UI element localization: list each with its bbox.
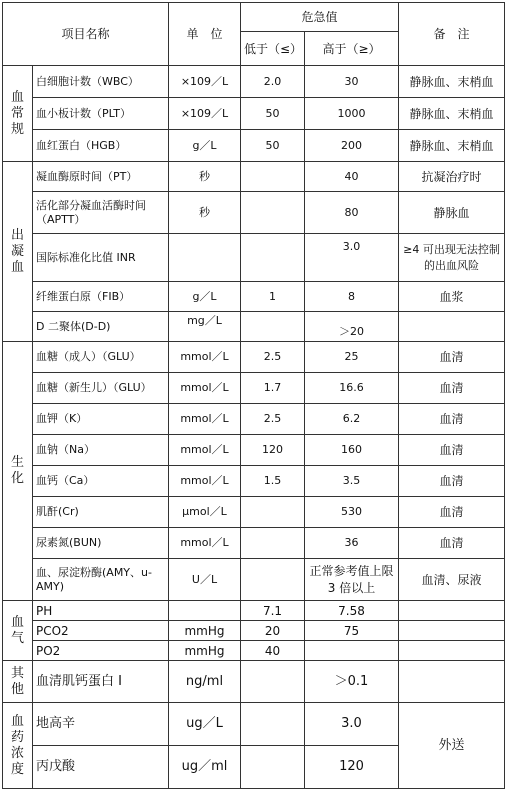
item-high: 正常参考值上限 3 倍以上 [305,559,399,601]
item-remark: 血清、尿液 [399,559,505,601]
item-high: 8 [305,282,399,312]
item-remark [399,661,505,703]
item-remark: 血清 [399,466,505,497]
item-unit: mmHg [169,641,241,661]
item-name: 纤维蛋白原（FIB） [33,282,169,312]
item-unit: mmol／L [169,373,241,404]
item-name: 丙戊酸 [33,746,169,789]
item-remark [399,641,505,661]
item-remark: 血清 [399,373,505,404]
item-remark: 血清 [399,342,505,373]
item-name: 血红蛋白（HGB） [33,130,169,162]
item-low: 7.1 [241,601,305,621]
item-name: 血小板计数（PLT） [33,98,169,130]
item-high: 3.0 [305,234,399,282]
item-high: 160 [305,435,399,466]
item-low: 50 [241,98,305,130]
header-remark: 备 注 [399,3,505,66]
item-remark [399,621,505,641]
item-high: 3.0 [305,703,399,746]
item-high: 80 [305,192,399,234]
item-high: 30 [305,66,399,98]
item-low: 2.5 [241,342,305,373]
item-unit: ug／ml [169,746,241,789]
item-remark: 血清 [399,404,505,435]
item-low: 1.5 [241,466,305,497]
item-unit: mg／L [169,312,241,342]
item-high: 1000 [305,98,399,130]
item-unit: ug／L [169,703,241,746]
item-name: 国际标准化比值 INR [33,234,169,282]
item-name: 血糖（成人）（GLU） [33,342,169,373]
item-low: 1.7 [241,373,305,404]
item-remark: 血清 [399,435,505,466]
item-low: 1 [241,282,305,312]
item-low [241,192,305,234]
item-low [241,746,305,789]
header-high: 高于（≥） [305,32,399,66]
item-high: 6.2 [305,404,399,435]
item-unit: U／L [169,559,241,601]
item-low [241,312,305,342]
header-low: 低于（≤） [241,32,305,66]
item-low [241,162,305,192]
item-name: PH [33,601,169,621]
item-name: 肌酐(Cr) [33,497,169,528]
group-drug: 血药浓度 [3,703,33,789]
item-high: 7.58 [305,601,399,621]
item-low: 50 [241,130,305,162]
item-name: 血清肌钙蛋白 I [33,661,169,703]
item-unit: mmol／L [169,404,241,435]
item-remark: 静脉血 [399,192,505,234]
item-remark: 血清 [399,497,505,528]
item-low [241,497,305,528]
item-unit: mmol／L [169,435,241,466]
item-unit [169,601,241,621]
group-blood-routine: 血常规 [3,66,33,162]
item-high: 40 [305,162,399,192]
group-biochem: 生化 [3,342,33,601]
group-coagulation: 出凝血 [3,162,33,342]
item-unit: g／L [169,282,241,312]
group-other: 其他 [3,661,33,703]
item-unit: mmHg [169,621,241,641]
item-remark: 静脉血、末梢血 [399,98,505,130]
item-name: 血钠（Na） [33,435,169,466]
item-remark: 静脉血、末梢血 [399,66,505,98]
item-name: D 二聚体(D-D) [33,312,169,342]
item-high [305,641,399,661]
item-low [241,528,305,559]
item-high: 75 [305,621,399,641]
item-unit [169,234,241,282]
item-remark: 抗凝治疗时 [399,162,505,192]
item-low [241,234,305,282]
item-low: 2.5 [241,404,305,435]
item-remark [399,312,505,342]
item-unit: 秒 [169,162,241,192]
item-high: ＞20 [305,312,399,342]
item-unit: mmol／L [169,466,241,497]
critical-value-table [2,2,505,789]
item-low [241,559,305,601]
item-name: PCO2 [33,621,169,641]
item-low [241,703,305,746]
item-name: PO2 [33,641,169,661]
item-name: 尿素氮(BUN) [33,528,169,559]
item-name: 血糖（新生儿）（GLU） [33,373,169,404]
item-remark [399,601,505,621]
item-unit: g／L [169,130,241,162]
item-high: 16.6 [305,373,399,404]
item-name: 活化部分凝血活酶时间（APTT） [33,192,169,234]
group-blood-gas: 血气 [3,601,33,661]
item-unit: ×109／L [169,66,241,98]
item-high: 120 [305,746,399,789]
item-unit: ×109／L [169,98,241,130]
item-high: 25 [305,342,399,373]
item-unit: mmol／L [169,342,241,373]
item-name: 地高辛 [33,703,169,746]
item-high: 200 [305,130,399,162]
item-low [241,661,305,703]
item-name: 凝血酶原时间（PT） [33,162,169,192]
item-name: 血钙（Ca） [33,466,169,497]
item-high: 36 [305,528,399,559]
item-remark: 血清 [399,528,505,559]
item-remark: 外送 [399,703,505,789]
item-low: 120 [241,435,305,466]
header-unit: 单 位 [169,3,241,66]
item-remark: ≥4 可出现无法控制的出血风险 [399,234,505,282]
item-unit: mmol／L [169,528,241,559]
item-high: 3.5 [305,466,399,497]
item-low: 40 [241,641,305,661]
header-critical-value: 危急值 [241,3,399,32]
header-item-name: 项目名称 [3,3,169,66]
item-low: 20 [241,621,305,641]
item-unit: ng/ml [169,661,241,703]
item-remark: 静脉血、末梢血 [399,130,505,162]
item-name: 白细胞计数（WBC） [33,66,169,98]
item-high: ＞0.1 [305,661,399,703]
item-unit: μmol／L [169,497,241,528]
item-low: 2.0 [241,66,305,98]
item-name: 血、尿淀粉酶(AMY、u-AMY) [33,559,169,601]
item-name: 血钾（K） [33,404,169,435]
item-unit: 秒 [169,192,241,234]
item-remark: 血浆 [399,282,505,312]
item-high: 530 [305,497,399,528]
